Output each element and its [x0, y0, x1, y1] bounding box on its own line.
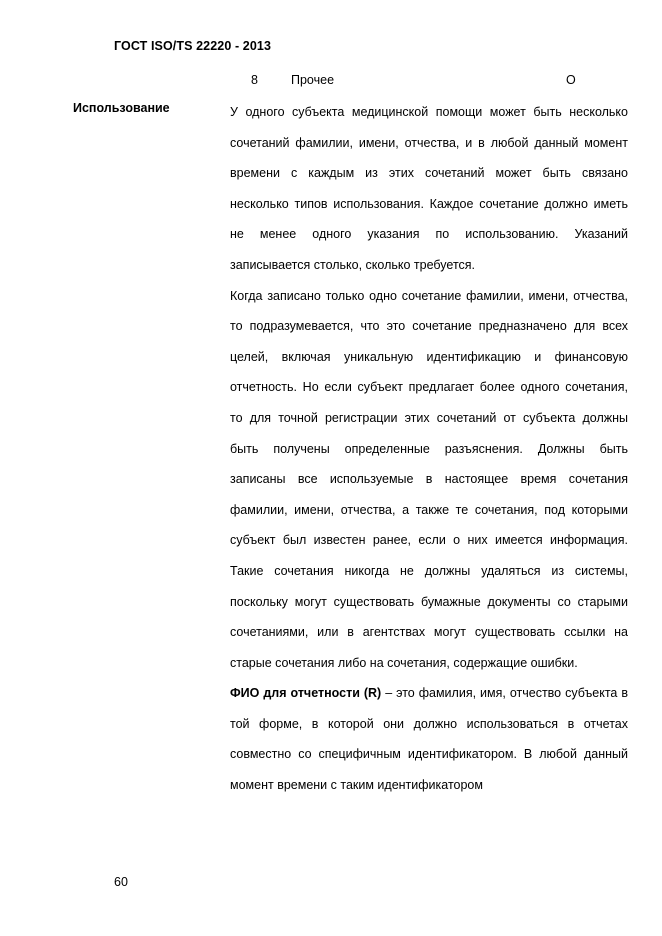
section-label: Использование	[73, 101, 170, 115]
page-header: ГОСТ ISO/TS 22220 - 2013	[114, 39, 271, 53]
table-row	[0, 73, 662, 89]
row-name: Прочее	[291, 73, 335, 87]
paragraph-usage: У одного субъекта медицинской помощи может быть несколько сочетаний фамилии, имени, отчества, и в любой данный момент времени с каждым из этих сочетаний может быть связано несколько типов использования. Каждое сочетание должно иметь не менее одного указания по использованию. Указаний записывается столько, сколько требуется.	[230, 105, 628, 272]
page-number: 60	[114, 875, 128, 889]
row-number: 8	[251, 73, 258, 87]
row-code: O	[566, 73, 576, 87]
term-title: ФИО для отчетности (R)	[230, 686, 382, 701]
term-definition: – это фамилия, имя, отчество субъекта в той форме, в которой они должно использоваться в отчетах совместно со специфичным идентификатором. В любой данный момент времени с таким идентификатором	[230, 686, 628, 793]
section-body	[230, 97, 628, 801]
paragraph-single-combination: Когда записано только одно сочетание фамилии, имени, отчества, то подразумевается, что это сочетание предназначено для всех целей, включая уникальную идентификацию и финансовую отчетность. Но если субъект предлагает более одного сочетания, то для точной регистрации этих сочетаний от субъекта должны быть получены определенные разъяснения. Должны быть записаны все используемые в настоящее время сочетания фамилии, имени, отчества, а также те сочетания, под которыми субъект был известен ранее, если о них имеется информация. Такие сочетания никогда не должны удаляться из системы, поскольку могут существовать бумажные документы со старыми сочетаниями, или в агентствах могут существовать ссылки на старые сочетания либо на сочетания, содержащие ошибки.	[230, 288, 628, 670]
paragraph-reporting-name	[230, 678, 628, 800]
